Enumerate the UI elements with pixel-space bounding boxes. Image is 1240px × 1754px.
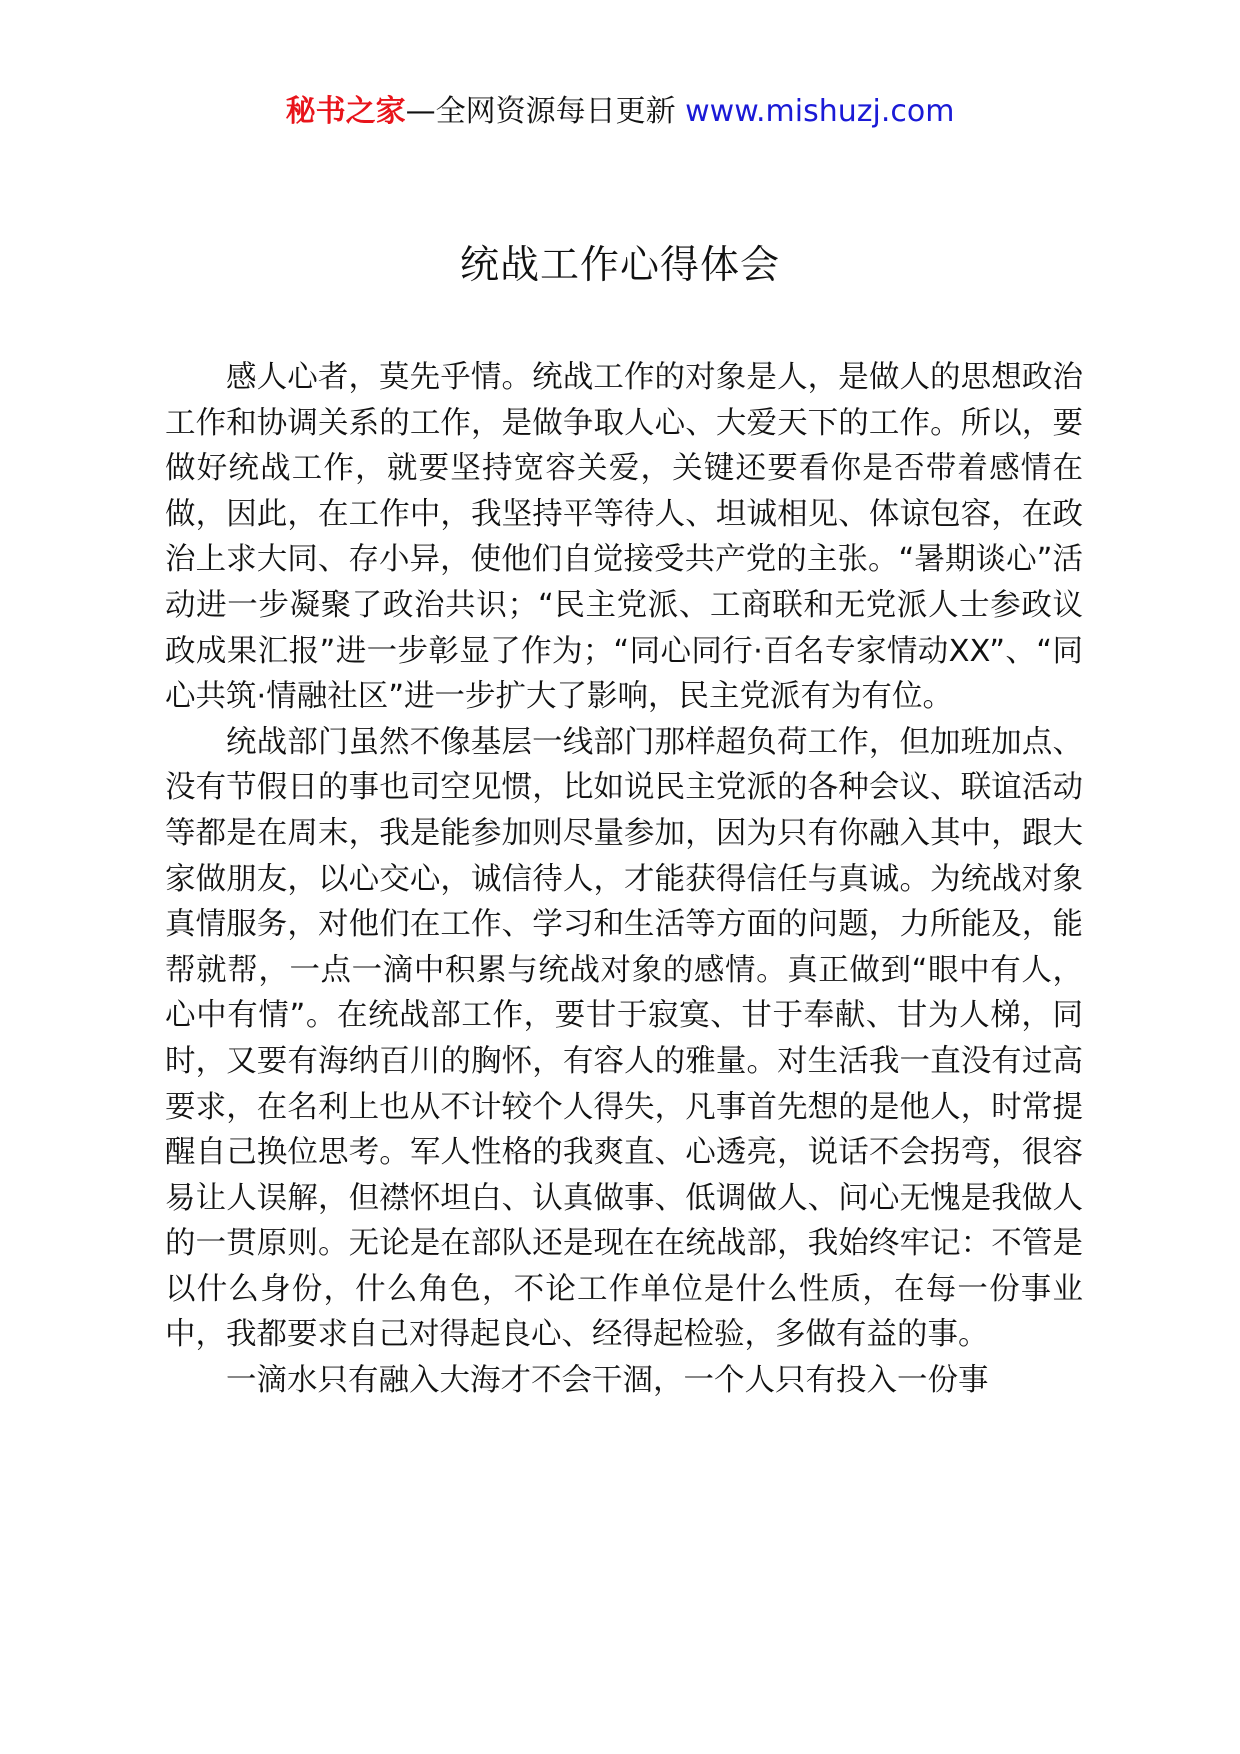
body-paragraph-2: 统战部门虽然不像基层一线部门那样超负荷工作，但加班加点、没有节假日的事也司空见惯，比如说民主党派的各种会议、联谊活动等都是在周末，我是能参加则尽量参加，因为只有你融入其中，跟大家做朋友，以心交心，诚信待人，才能获得信任与真诚。为统战对象真情服务，对他们在工作、学习和生活等方面的问题，力所能及，能帮就帮，一点一滴中积累与统战对象的感情。真正做到“眼中有人，心中有情”。在统战部工作，要甘于寂寞、甘于奉献、甘为人梯，同时，又要有海纳百川的胸怀，有容人的雅量。对生活我一直没有过高要求，在名利上也从不计较个人得失，凡事首先想的是他人，时常提醒自己换位思考。军人性格的我爽直、心透亮，说话不会拐弯，很容易让人误解，但襟怀坦白、认真做事、低调做人、问心无愧是我做人的一贯原则。无论是在部队还是现在在统战部，我始终牢记：不管是以什么身份，什么角色，不论工作单位是什么性质，在每一份事业中，我都要求自己对得起良心、经得起检验，多做有益的事。 xyxy=(165,724,1083,1353)
body-paragraph-1: 感人心者，莫先乎情。统战工作的对象是人，是做人的思想政治工作和协调关系的工作，是做争取人心、大爱天下的工作。所以，要做好统战工作，就要坚持宽容关爱，关键还要看你是否带着感情在做，因此，在工作中，我坚持平等待人、坦诚相见、体谅包容，在政治上求大同、存小异，使他们自觉接受共产党的主张。“暑期谈心”活动进一步凝聚了政治共识；“民主党派、工商联和无党派人士参政议政成果汇报”进一步彰显了作为；“同心同行·百名专家情动XX”、“同心共筑·情融社区”进一步扩大了影响，民主党派有为有位。 xyxy=(165,360,1083,715)
header-slogan: —全网资源每日更新 xyxy=(405,94,676,129)
document-body xyxy=(165,355,1083,1404)
brand-name: 秘书之家 xyxy=(285,94,406,129)
site-url-link[interactable]: www.mishuzj.com xyxy=(685,94,955,129)
document-title: 统战工作心得体会 xyxy=(459,243,780,288)
body-paragraph-3: 一滴水只有融入大海才不会干涸，一个人只有投入一份事 xyxy=(226,1363,989,1399)
site-header xyxy=(0,92,1240,132)
